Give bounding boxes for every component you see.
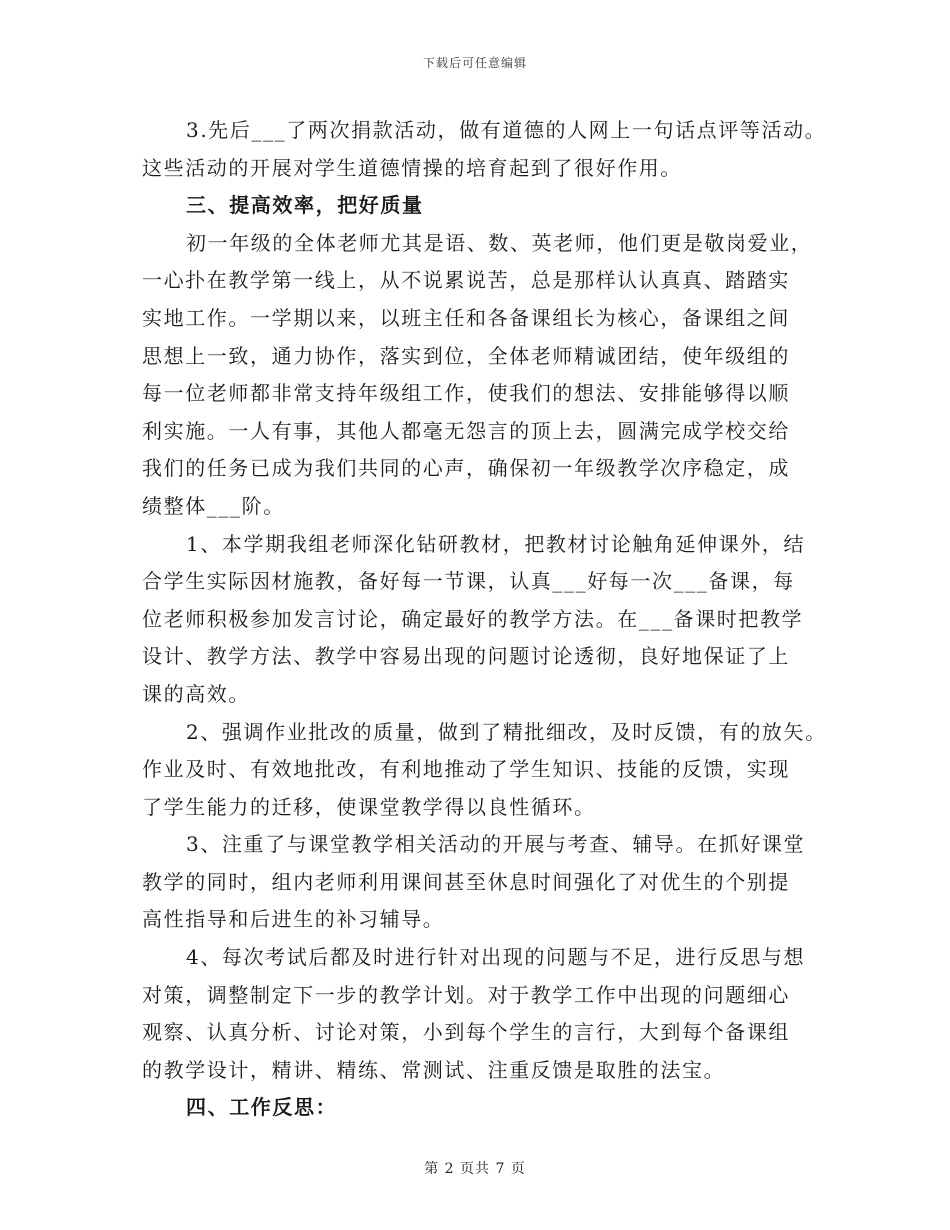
paragraph-line: 1、本学期我组老师深化钻研教材，把教材讨论触角延伸课外，结 — [186, 531, 806, 556]
paragraph-line: 设计、教学方法、教学中容易出现的问题讨论透彻，良好地保证了上 — [142, 644, 790, 669]
paragraph-line: 教学的同时，组内老师利用课间甚至休息时间强化了对优生的个别提 — [142, 869, 790, 894]
paragraph-line: 对策，调整制定下一步的教学计划。对于教学工作中出现的问题细心 — [142, 982, 790, 1007]
section-heading: 三、提高效率，把好质量 — [186, 193, 424, 218]
paragraph-line: 了学生能力的迁移，使课堂教学得以良性循环。 — [142, 794, 596, 819]
paragraph-line: 实地工作。一学期以来，以班主任和各备课组长为核心，备课组之间 — [142, 305, 790, 330]
paragraph-line: 3.先后___了两次捐款活动，做有道德的人网上一句话点评等活动。 — [186, 118, 827, 142]
paragraph-line: 观察、认真分析、讨论对策，小到每个学生的言行，大到每个备课组 — [142, 1020, 790, 1045]
paragraph-line: 利实施。一人有事，其他人都毫无怨言的顶上去，圆满完成学校交给 — [142, 418, 790, 443]
paragraph-line: 的教学设计，精讲、精练、常测试、注重反馈是取胜的法宝。 — [142, 1057, 726, 1082]
paragraph-line: 2、强调作业批改的质量，做到了精批细改，及时反馈，有的放矢。 — [186, 719, 827, 744]
paragraph-line: 绩整体___阶。 — [142, 493, 285, 518]
paragraph-line: 位老师积极参加发言讨论，确定最好的教学方法。在___备课时把教学 — [142, 606, 804, 631]
paragraph-line: 初一年级的全体老师尤其是语、数、英老师，他们更是敬岗爱业， — [186, 230, 813, 255]
paragraph-line: 每一位老师都非常支持年级组工作，使我们的想法、安排能够得以顺 — [142, 381, 790, 406]
section-heading: 四、工作反思： — [186, 1095, 338, 1120]
page-header: 下载后可任意编辑 — [422, 56, 527, 70]
paragraph-line: 高性指导和后进生的补习辅导。 — [142, 907, 445, 932]
paragraph-line: 思想上一致，通力协作，落实到位，全体老师精诚团结，使年级组的 — [142, 343, 790, 368]
paragraph-line: 4、每次考试后都及时进行针对出现的问题与不足，进行反思与想 — [186, 945, 806, 970]
paragraph-line: 我们的任务已成为我们共同的心声，确保初一年级教学次序稳定，成 — [142, 456, 790, 481]
paragraph-line: 合学生实际因材施教，备好每一节课，认真___好每一次___备课，每 — [142, 569, 795, 594]
document-body — [142, 112, 827, 1127]
paragraph-line: 一心扑在教学第一线上，从不说累说苦，总是那样认认真真、踏踏实 — [142, 268, 790, 293]
paragraph-line: 作业及时、有效地批改，有利地推动了学生知识、技能的反馈，实现 — [142, 757, 790, 782]
paragraph-line: 3、注重了与课堂教学相关活动的开展与考查、辅导。在抓好课堂 — [186, 832, 806, 857]
paragraph-line: 课的高效。 — [142, 681, 250, 706]
paragraph-line: 这些活动的开展对学生道德情操的培育起到了很好作用。 — [142, 155, 682, 180]
page-footer: 第 2 页共 7 页 — [424, 1161, 526, 1177]
